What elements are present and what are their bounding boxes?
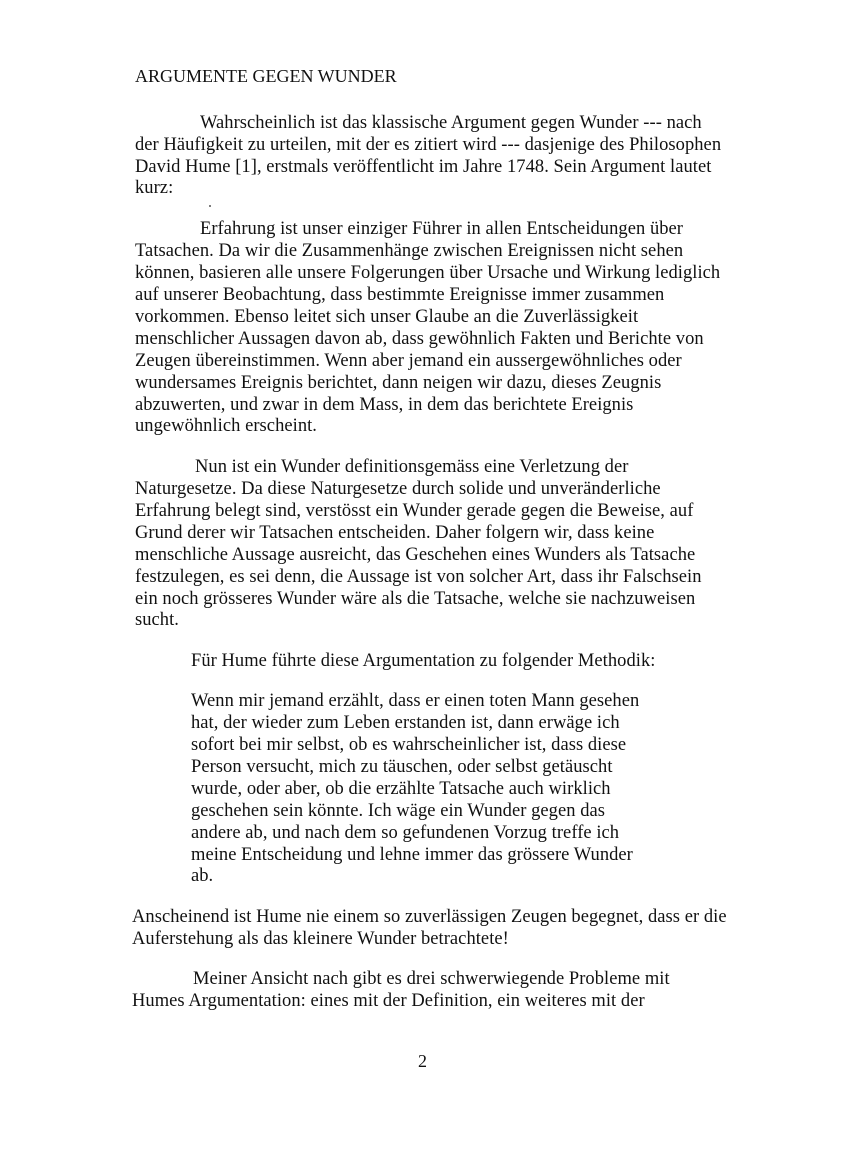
- text-line: können, basieren alle unsere Folgerungen über Ursache und Wirkung lediglich: [135, 263, 721, 283]
- text-line: sucht.: [135, 610, 179, 630]
- text-line: ab.: [191, 866, 214, 886]
- text-line: Erfahrung ist unser einziger Führer in allen Entscheidungen über: [200, 219, 684, 239]
- text-line: festzulegen, es sei denn, die Aussage ist von solcher Art, dass ihr Falschsein: [135, 567, 702, 587]
- text-line: menschliche Aussage ausreicht, das Geschehen eines Wunders als Tatsache: [135, 545, 696, 565]
- page-number: 2: [418, 1051, 427, 1071]
- text-line: auf unserer Beobachtung, dass bestimmte Ereignisse immer zusammen: [135, 285, 665, 305]
- text-line: Wenn mir jemand erzählt, dass er einen toten Mann gesehen: [191, 691, 640, 711]
- text-line: ein noch grösseres Wunder wäre als die Tatsache, welche sie nachzuweisen: [135, 589, 696, 609]
- text-line: Humes Argumentation: eines mit der Definition, ein weiteres mit der: [132, 991, 645, 1011]
- text-line: Wahrscheinlich ist das klassische Argument gegen Wunder --- nach: [200, 113, 702, 133]
- text-line: meine Entscheidung und lehne immer das grössere Wunder: [191, 845, 633, 865]
- text-line: Zeugen übereinstimmen. Wenn aber jemand ein aussergewöhnliches oder: [135, 351, 682, 371]
- text-line: ungewöhnlich erscheint.: [135, 416, 317, 436]
- text-line: Tatsachen. Da wir die Zusammenhänge zwischen Ereignissen nicht sehen: [135, 241, 684, 261]
- text-line: Grund derer wir Tatsachen entscheiden. Daher folgern wir, dass keine: [135, 523, 655, 543]
- text-line: Anscheinend ist Hume nie einem so zuverlässigen Zeugen begegnet, dass er die: [132, 907, 727, 927]
- text-line: Erfahrung belegt sind, verstösst ein Wunder gerade gegen die Beweise, auf: [135, 501, 694, 521]
- text-line: Naturgesetze. Da diese Naturgesetze durch solide und unveränderliche: [135, 479, 661, 499]
- text-line: Person versucht, mich zu täuschen, oder selbst getäuscht: [191, 757, 613, 777]
- text-line: wundersames Ereignis berichtet, dann neigen wir dazu, dieses Zeugnis: [135, 373, 662, 393]
- text-line: geschehen sein könnte. Ich wäge ein Wunder gegen das: [191, 801, 606, 821]
- text-line: der Häufigkeit zu urteilen, mit der es zitiert wird --- dasjenige des Philosophen: [135, 135, 722, 155]
- text-line: andere ab, und nach dem so gefundenen Vorzug treffe ich: [191, 823, 620, 843]
- text-line: sofort bei mir selbst, ob es wahrscheinlicher ist, dass diese: [191, 735, 627, 755]
- text-line: hat, der wieder zum Leben erstanden ist, dann erwäge ich: [191, 713, 620, 733]
- text-line: Für Hume führte diese Argumentation zu folgender Methodik:: [191, 651, 656, 671]
- text-line: David Hume [1], erstmals veröffentlicht im Jahre 1748. Sein Argument lautet: [135, 157, 712, 177]
- document-title: ARGUMENTE GEGEN WUNDER: [135, 66, 397, 86]
- text-line: Auferstehung als das kleinere Wunder betrachtete!: [132, 929, 509, 949]
- text-line: Nun ist ein Wunder definitionsgemäss eine Verletzung der: [195, 457, 629, 477]
- text-line: Meiner Ansicht nach gibt es drei schwerwiegende Probleme mit: [193, 969, 670, 989]
- text-line: wurde, oder aber, ob die erzählte Tatsache auch wirklich: [191, 779, 611, 799]
- text-line: abzuwerten, und zwar in dem Mass, in dem das berichtete Ereignis: [135, 395, 634, 415]
- stray-mark: [209, 205, 211, 207]
- text-line: kurz:: [135, 178, 174, 198]
- text-line: menschlicher Aussagen davon ab, dass gewöhnlich Fakten und Berichte von: [135, 329, 704, 349]
- text-line: vorkommen. Ebenso leitet sich unser Glaube an die Zuverlässigkeit: [135, 307, 639, 327]
